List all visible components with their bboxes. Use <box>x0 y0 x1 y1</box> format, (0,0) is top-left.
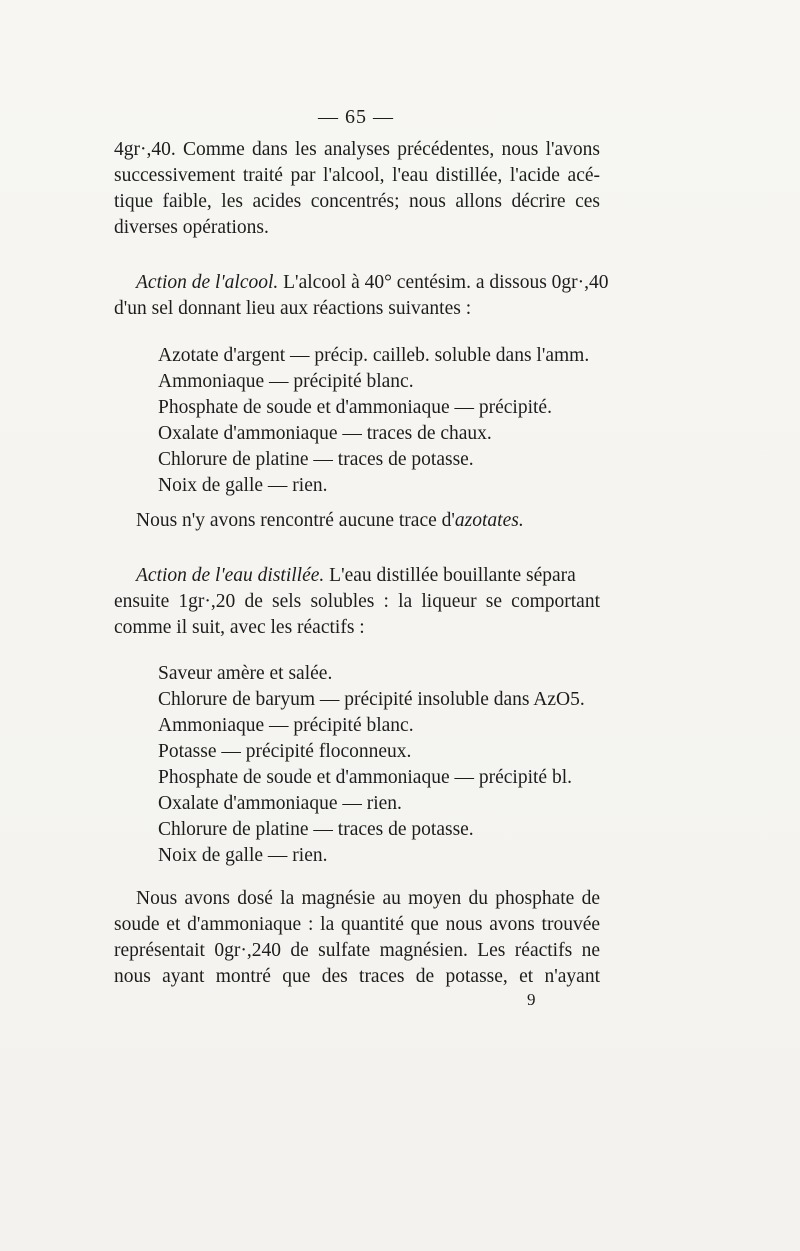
reaction-item: Saveur amère et salée. <box>158 663 333 684</box>
reaction-item: Chlorure de platine — traces de potasse. <box>158 449 474 470</box>
reaction-item: Azotate d'argent — précip. cailleb. soluble dans l'amm. <box>158 345 590 366</box>
reaction-item: Noix de galle — rien. <box>158 845 328 866</box>
text-line: tique faible, les acides concentrés; nous allons décrire ces <box>114 191 600 212</box>
section-eau-distillee <box>114 563 600 641</box>
section-heading: Action de l'alcool. <box>136 272 279 293</box>
emphasis-text: azotates. <box>454 510 524 531</box>
text-span: Nous n'y avons rencontré aucune trace d' <box>136 510 455 531</box>
text-line: comme il suit, avec les réactifs : <box>114 617 365 638</box>
text-line <box>114 563 600 589</box>
alcool-reactions-list <box>114 343 600 499</box>
reaction-item: Chlorure de baryum — précipité insoluble dans AzO5. <box>158 689 585 710</box>
page-number: — 65 — <box>318 106 394 128</box>
text-line: ensuite 1gr·,20 de sels solubles : la liqueur se comportant <box>114 591 600 612</box>
reaction-item: Phosphate de soude et d'ammoniaque — précipité. <box>158 397 552 418</box>
text-line: soude et d'ammoniaque : la quantité que nous avons trouvée <box>114 914 600 935</box>
text-line: successivement traité par l'alcool, l'eau distillée, l'acide acé- <box>114 165 600 186</box>
reaction-item: Chlorure de platine — traces de potasse. <box>158 819 474 840</box>
signature-mark: 9 <box>527 990 536 1009</box>
section-alcool <box>114 270 609 322</box>
reaction-item: Oxalate d'ammoniaque — rien. <box>158 793 402 814</box>
text-line: diverses opérations. <box>114 217 269 238</box>
text-line: Nous avons dosé la magnésie au moyen du phosphate de <box>136 888 600 909</box>
text-line: d'un sel donnant lieu aux réactions suivantes : <box>114 298 472 319</box>
section-heading: Action de l'eau distillée. <box>136 565 325 586</box>
closing-paragraph <box>114 886 600 990</box>
reaction-item: Noix de galle — rien. <box>158 475 328 496</box>
reaction-item: Ammoniaque — précipité blanc. <box>158 715 414 736</box>
text-span: L'alcool à 40° centésim. a dissous 0gr·,40 <box>278 272 609 293</box>
text-span: L'eau distillée bouillante sépara <box>324 565 576 586</box>
opening-paragraph <box>114 137 600 241</box>
text-line <box>114 270 609 296</box>
text-line: 4gr·,40. Comme dans les analyses précédentes, nous l'avons <box>114 139 600 160</box>
text-line: nous ayant montré que des traces de potasse, et n'ayant <box>114 966 600 987</box>
reaction-item: Ammoniaque — précipité blanc. <box>158 371 414 392</box>
eau-reactions-list <box>114 661 600 869</box>
text-line <box>114 508 600 534</box>
reaction-item: Potasse — précipité floconneux. <box>158 741 412 762</box>
reaction-item: Oxalate d'ammoniaque — traces de chaux. <box>158 423 492 444</box>
reaction-item: Phosphate de soude et d'ammoniaque — précipité bl. <box>158 767 572 788</box>
alcool-conclusion <box>114 508 600 534</box>
text-line: représentait 0gr·,240 de sulfate magnésien. Les réactifs ne <box>114 940 600 961</box>
